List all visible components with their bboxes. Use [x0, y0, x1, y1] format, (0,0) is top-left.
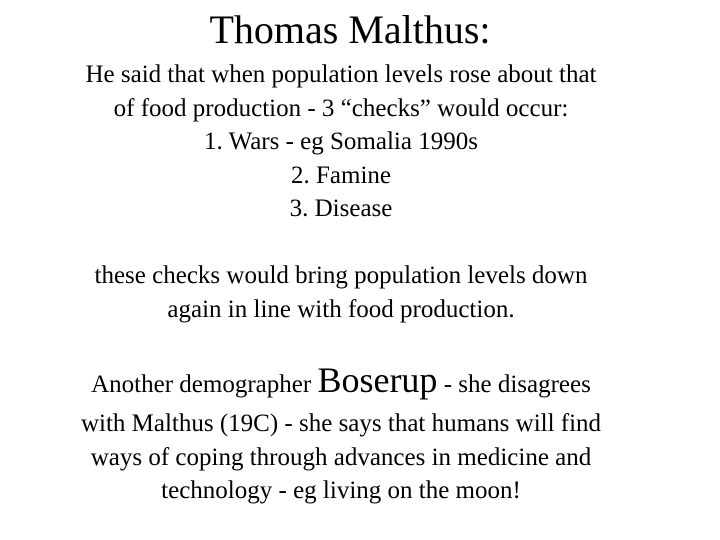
boserup-line: ways of coping through advances in medicine and	[90, 443, 592, 471]
boserup-lead-text: Another demographer	[91, 371, 318, 398]
boserup-paragraph	[0, 360, 682, 508]
boserup-line: technology - eg living on the moon!	[161, 477, 521, 504]
check-item-wars: 1. Wars - eg Somalia 1990s	[204, 128, 478, 155]
boserup-tail-text: - she disagrees	[437, 371, 591, 398]
conclusion-paragraph	[0, 259, 682, 326]
intro-paragraph	[0, 58, 682, 226]
slide-title: Thomas Malthus:	[209, 7, 491, 52]
intro-line: of food production - 3 “checks” would occur:	[113, 94, 569, 122]
check-item-famine: 2. Famine	[291, 161, 391, 189]
boserup-first-line	[0, 360, 682, 407]
conclusion-line: these checks would bring population levels down	[94, 262, 588, 289]
intro-line: He said that when population levels rose about that	[85, 61, 597, 88]
boserup-line: with Malthus (19C) - she says that humans will find	[80, 410, 602, 437]
conclusion-line: again in line with food production.	[167, 295, 515, 323]
boserup-name: Boserup	[317, 360, 438, 400]
check-item-disease: 3. Disease	[289, 195, 393, 222]
